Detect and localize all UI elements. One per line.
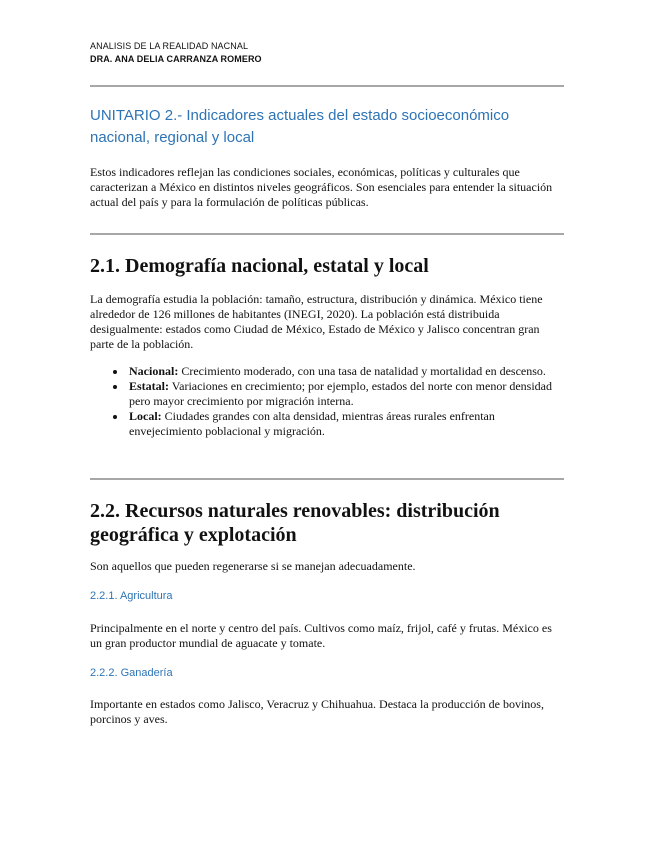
bullet-term: Local:	[129, 409, 162, 423]
header-course-title: ANALISIS DE LA REALIDAD NACNAL	[90, 41, 249, 51]
subsection-ganaderia-text: Importante en estados como Jalisco, Veracruz y Chihuahua. Destaca la producción de bovinos, porcinos y aves.	[90, 697, 544, 726]
subsection-ganaderia-heading: 2.2.2. Ganadería	[90, 667, 173, 679]
bullet-text: Ciudades grandes con alta densidad, mientras áreas rurales enfrentan envejecimiento poblacional y migración.	[129, 409, 495, 438]
bullet-text: Crecimiento moderado, con una tasa de natalidad y mortalidad en descenso.	[178, 364, 546, 378]
bullet-icon	[113, 385, 117, 389]
divider	[90, 233, 564, 235]
section-2-heading: 2.2. Recursos naturales renovables: distribución geográfica y explotación	[90, 500, 500, 546]
divider	[90, 85, 564, 87]
bullet-text: Variaciones en crecimiento; por ejemplo, estados del norte con menor densidad pero mayor crecimiento por migración interna.	[129, 379, 552, 408]
unit-title: UNITARIO 2.- Indicadores actuales del estado socioeconómico nacional, regional y local	[90, 107, 510, 146]
bullet-term: Estatal:	[129, 379, 169, 393]
section-2-intro: Son aquellos que pueden regenerarse si se manejan adecuadamente.	[90, 559, 416, 573]
list-item	[90, 379, 564, 409]
section-1-heading: 2.1. Demografía nacional, estatal y local	[90, 255, 429, 277]
bullet-term: Nacional:	[129, 364, 179, 378]
list-item	[90, 409, 564, 439]
divider	[90, 478, 564, 480]
bullet-icon	[113, 415, 117, 419]
unit-intro: Estos indicadores reflejan las condiciones sociales, económicas, políticas y culturales que caracterizan a México en distintos niveles geográficos. Son esenciales para entender la situación actual del país y para la formulación de políticas públicas.	[90, 165, 553, 209]
section-1-paragraph: La demografía estudia la población: tamaño, estructura, distribución y dinámica. México tiene alrededor de 126 millones de habitantes (INEGI, 2020). La población está distribuida desigualmente: estados como Ciudad de México, Estado de México y Jalisco concentran gran parte de la población.	[90, 292, 543, 351]
header-author: DRA. ANA DELIA CARRANZA ROMERO	[90, 54, 262, 64]
bullet-icon	[113, 370, 117, 374]
list-item	[90, 364, 564, 379]
subsection-agricultura-text: Principalmente en el norte y centro del país. Cultivos como maíz, frijol, café y frutas. México es un gran productor mundial de aguacate y tomate.	[90, 621, 552, 650]
section-1-bullet-list	[90, 364, 564, 439]
subsection-agricultura-heading: 2.2.1. Agricultura	[90, 590, 173, 602]
